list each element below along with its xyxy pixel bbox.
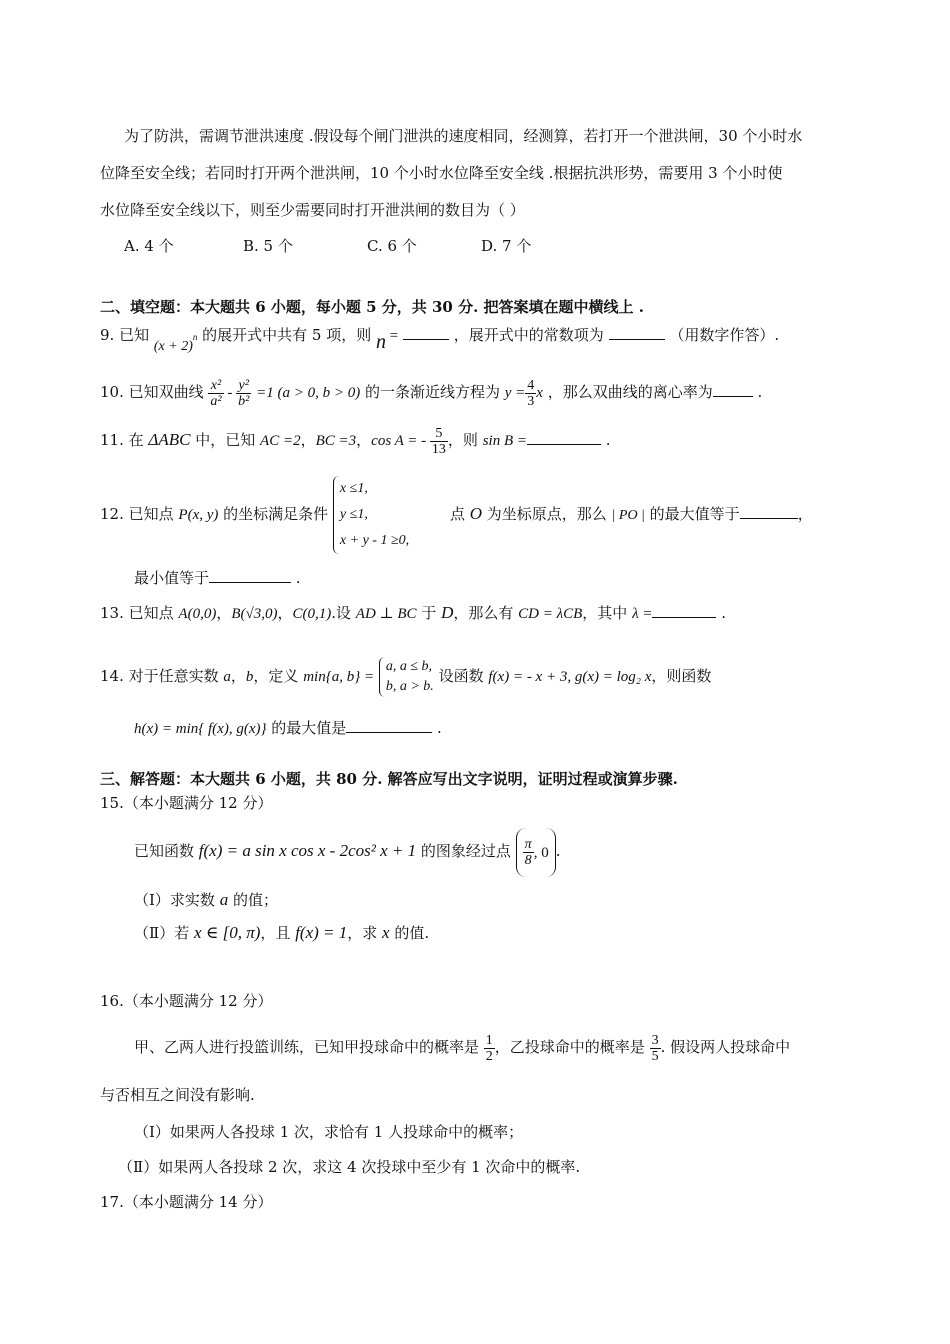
section2-heading: 二、填空题：本大题共 6 小题，每小题 5 分，共 30 分. 把答案填在题中横线上 .: [100, 298, 644, 316]
q9-answer-blank-1[interactable]: [403, 325, 449, 340]
q8-line3: 水位降至安全线以下，则至少需要同时打开泄洪闸的数目为（ ）: [100, 201, 525, 219]
q13-lambda: λ =: [632, 606, 653, 622]
q12-constraint-system: x ≤1, y ≤1, x + y - 1 ≥0,: [333, 476, 409, 554]
q13-answer-blank[interactable]: [652, 603, 716, 618]
q11-number: 11. 在: [100, 431, 149, 449]
q11-frac-5-13: $\frac{5}{13}$: [431, 425, 446, 457]
q15-text1: 已知函数: [134, 842, 199, 860]
q16-frac-1-2: $\frac{1}{2}$: [485, 1032, 493, 1064]
q11-cos-a: cos A = -: [371, 433, 430, 449]
q10-answer-blank[interactable]: [713, 382, 753, 397]
q16-frac-3-5: $\frac{3}{5}$: [651, 1032, 659, 1064]
q14-piecewise: a, a ≤ b, b, a > b.: [379, 657, 434, 697]
q13-ad-perp-bc: AD ⊥ BC: [355, 606, 417, 622]
q9-number: 9. 已知: [100, 326, 150, 344]
q11-bc: BC =3: [315, 433, 357, 449]
question-13: 13. 已知点 A(0,0)，B(√3,0)，C(0,1).设 AD ⊥ BC 于 D，那么有 CD = λCB，其中 λ = .: [100, 603, 726, 622]
section3-heading: 三、解答题：本大题共 6 小题，共 80 分. 解答应写出文字说明，证明过程或演算步骤.: [100, 770, 678, 788]
q15-var-x: x: [382, 923, 390, 942]
q12-text3: 为坐标原点，那么: [482, 505, 612, 523]
q9-var-n: n: [376, 331, 387, 353]
q14-number: 14. 对于任意实数: [100, 667, 224, 685]
q16-title: 16.（本小题满分 12 分）: [100, 992, 273, 1010]
q14-text2: 设函数: [438, 667, 489, 685]
q12-answer-blank-1[interactable]: [740, 504, 798, 519]
q13-number: 13. 已知点: [100, 604, 179, 622]
q16-statement: [134, 1027, 790, 1067]
q15-statement: 已知函数 f(x) = a sin x cos x - 2cos² x + 1 的图象经过点 $\frac{\pi}{8}$ , 0 .: [134, 827, 560, 877]
question-11: 11. 在 ΔABC 中，已知 AC =2，BC =3，cos A = - $\frac{5}{13}$ ，则 sin B = .: [100, 425, 611, 457]
q16-part1: （Ⅰ）如果两人各投球 1 次，求恰有 1 人投球命中的概率；: [134, 1123, 524, 1141]
q8-option-d: D. 7 个: [481, 237, 532, 255]
q10-condition: =1 (a > 0, b > 0): [256, 385, 361, 401]
q10-frac-y2-b2: $\frac{\text{y²}}{\text{b²}}$: [238, 377, 250, 409]
q11-text1: 中，已知: [190, 431, 261, 449]
q10-frac-4-3: $\frac{4}{3}$: [527, 377, 535, 409]
q15-part2: （Ⅱ）若 x ∈ [0, π)，且 f(x) = 1，求 x 的值.: [134, 923, 430, 942]
q15-f-equals-1: f(x) = 1: [295, 923, 348, 942]
q15-function: f(x) = a sin x cos x - 2cos² x + 1: [198, 841, 417, 860]
q15-var-a: a: [219, 890, 229, 909]
q13-point-c: C(0,1): [292, 606, 332, 622]
q11-ac: AC =2: [260, 433, 301, 449]
q15-text2: 的图象经过点: [416, 842, 516, 860]
q13-point-a: A(0,0): [178, 606, 217, 622]
q9-text2: ，展开式中的常数项为: [453, 326, 604, 344]
question-12: 12. 已知点 P(x, y) 的坐标满足条件 x ≤1, y ≤1, x + y - 1 ≥0, 点 O 为坐标原点，那么 | PO | 的最大值等于 ，: [100, 474, 813, 556]
q11-triangle: ΔABC: [148, 430, 191, 449]
q14-line2: h(x) = min{ f(x), g(x)} 的最大值是 .: [134, 719, 442, 737]
q16-part2: （Ⅱ）如果两人各投球 2 次，求这 4 次投球中至少有 1 次命中的概率.: [118, 1158, 581, 1176]
q13-vector-eq: CD = λCB: [518, 606, 583, 622]
q10-minus: -: [223, 385, 237, 401]
q13-point-d: D: [441, 603, 454, 622]
q16-text3: . 假设两人投球命中: [660, 1038, 791, 1056]
q15-title: 15.（本小题满分 12 分）: [100, 794, 273, 812]
q14-h-def: h(x) = min{ f(x), g(x)}: [134, 721, 267, 737]
q8-line1: 为了防洪，需调节泄洪速度 .假设每个闸门泄洪的速度相同，经测算，若打开一个泄洪闸，30 个小时水: [124, 127, 803, 145]
q10-frac-x2-a2: $\frac{\text{x²}}{\text{a²}}$: [210, 377, 222, 409]
q11-text2: ，则: [447, 431, 483, 449]
q14-min-def: min{a, b} =: [303, 669, 375, 685]
q10-y-equals: y =: [504, 385, 526, 401]
q15-part1: （Ⅰ）求实数 a 的值；: [134, 890, 278, 909]
q12-number: 12. 已知点: [100, 505, 179, 523]
q10-x: x: [536, 385, 543, 401]
q13-point-b: B(√3,0): [231, 606, 278, 622]
question-14: 14. 对于任意实数 a，b，定义 min{a, b} = a, a ≤ b, b, a > b. 设函数 f(x) = - x + 3, g(x) = log₂ x，则函数: [100, 651, 711, 702]
question-10: [100, 372, 762, 413]
q15-point: $\frac{\pi}{8}$ , 0: [516, 828, 556, 877]
q8-option-c: C. 6 个: [367, 237, 417, 255]
q13-text1: .设: [331, 604, 356, 622]
q10-text1: 的一条渐近线方程为: [364, 383, 505, 401]
q13-text2: 于: [416, 604, 442, 622]
q11-sin-b: sin B =: [482, 433, 527, 449]
q17-title: 17.（本小题满分 14 分）: [100, 1193, 273, 1211]
q12-po: | PO |: [611, 508, 645, 523]
q8-line2: 位降至安全线；若同时打开两个泄洪闸，10 个小时水位降至安全线 .根据抗洪形势，需要用 3 个小时使: [100, 164, 783, 182]
q14-answer-blank[interactable]: [346, 718, 432, 733]
q12-text2: 点: [449, 505, 470, 523]
q14-var-a: a: [223, 669, 231, 685]
q8-option-a: A. 4 个: [124, 237, 174, 255]
q16-text1: 甲、乙两人进行投篮训练，已知甲投球命中的概率是: [134, 1038, 484, 1056]
q12-line2: 最小值等于 .: [134, 569, 301, 587]
q9-exponent: n: [192, 332, 198, 342]
q12-text1: 的坐标满足条件: [218, 505, 333, 523]
q12-point-p: P(x, y): [178, 507, 219, 523]
q9-equals: =: [386, 328, 399, 344]
q12-answer-blank-2[interactable]: [209, 568, 291, 583]
q14-var-b: b: [245, 669, 254, 685]
q12-origin-o: O: [469, 504, 482, 523]
q12-min-text: 最小值等于: [134, 569, 210, 587]
question-9: [100, 321, 780, 354]
q9-answer-blank-2[interactable]: [609, 325, 665, 340]
q13-text4: ，其中: [582, 604, 633, 622]
q15-domain: x ∈ [0, π): [193, 923, 261, 942]
q11-text3: .: [600, 431, 611, 449]
q16-text2: ，乙投球命中的概率是: [494, 1038, 650, 1056]
q13-text3: ，那么有: [453, 604, 519, 622]
q9-text3: （用数字作答）.: [669, 326, 780, 344]
q9-text1: 的展开式中共有 5 项，则: [202, 326, 377, 344]
q11-answer-blank[interactable]: [527, 430, 601, 445]
q8-option-b: B. 5 个: [243, 237, 293, 255]
q14-functions: f(x) = - x + 3, g(x) = log₂ x: [488, 669, 652, 685]
q16-line2: 与否相互之间没有影响.: [100, 1086, 255, 1104]
q12-text4: 的最大值等于: [644, 505, 740, 523]
q10-number: 10. 已知双曲线: [100, 383, 204, 401]
q10-text3: .: [752, 383, 763, 401]
q9-binomial: (x + 2): [153, 339, 193, 354]
q14-text4: 的最大值是: [266, 719, 347, 737]
q10-text2: ，那么双曲线的离心率为: [547, 383, 713, 401]
q14-text1: ，定义: [253, 667, 304, 685]
q14-text3: ，则函数: [651, 667, 712, 685]
